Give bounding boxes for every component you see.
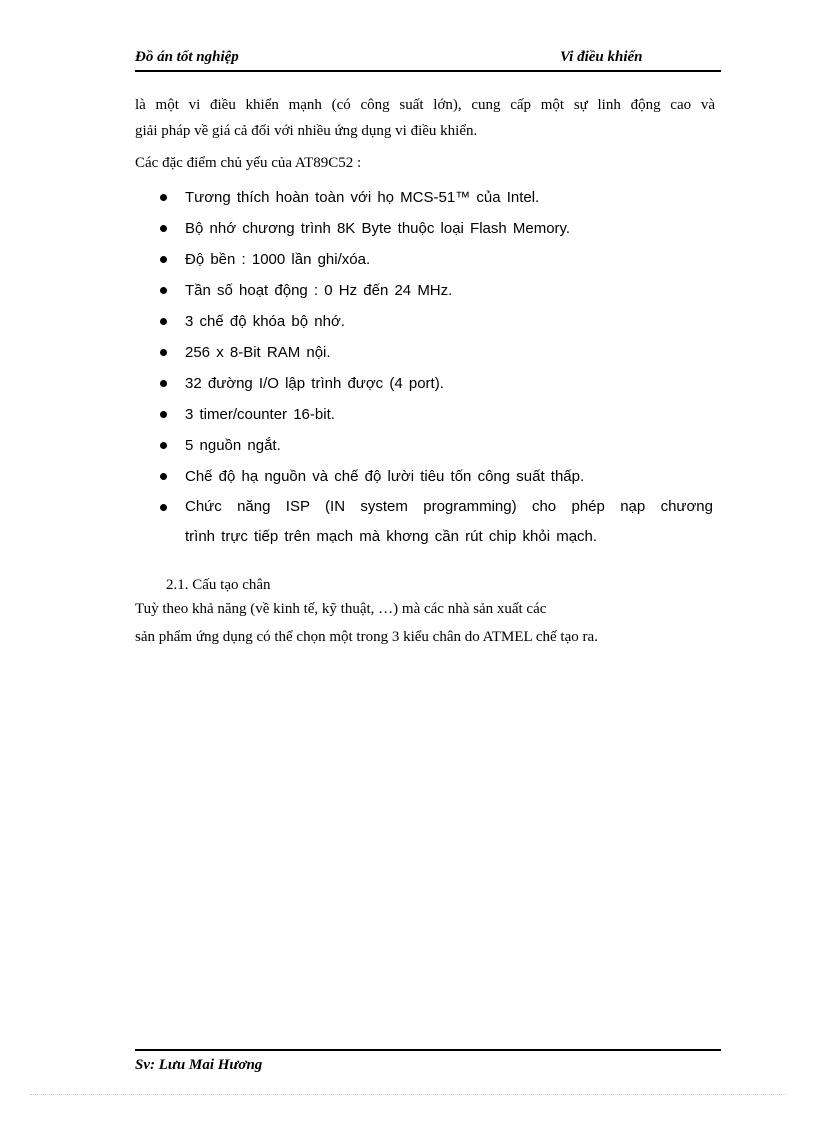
- list-item: [135, 306, 713, 337]
- list-item-text: 32 đường I/O lập trình được (4 port).: [185, 375, 444, 392]
- list-item-text: 3 timer/counter 16-bit.: [185, 406, 335, 423]
- list-item: [135, 213, 713, 244]
- intro-line-1: là một vi điều khiển mạnh (có công suất lớn), cung cấp một sự linh động cao và: [135, 97, 715, 113]
- list-item-text: Bộ nhớ chương trình 8K Byte thuộc loại Flash Memory.: [185, 220, 571, 237]
- footer-author: Sv: Lưu Mai Hương: [135, 1057, 263, 1073]
- bullet-icon: [160, 380, 167, 387]
- isp-line-2: trình trực tiếp trên mạch mà khơng cần rút chip khỏi mạch.: [185, 528, 598, 545]
- bullet-icon: [160, 504, 167, 511]
- list-item: [135, 461, 713, 492]
- section-line-1: Tuỳ theo khả năng (về kinh tế, kỹ thuật, …) mà các nhà sản xuất các: [135, 601, 547, 617]
- page-header: [135, 46, 721, 72]
- header-title: Đồ án tốt nghiệp: [135, 49, 239, 65]
- list-item-text: 5 nguồn ngắt.: [185, 437, 281, 454]
- list-item: [135, 399, 713, 430]
- bullet-icon: [160, 194, 167, 201]
- section-title: 2.1. Cấu tạo chân: [166, 577, 271, 593]
- bullet-icon: [160, 349, 167, 356]
- list-item-text: Độ bền : 1000 lần ghi/xóa.: [185, 251, 371, 268]
- list-item: [135, 430, 713, 461]
- bullet-icon: [160, 225, 167, 232]
- list-item: [135, 337, 713, 368]
- list-item-text: Chế độ hạ nguồn và chế độ lười tiêu tốn công suất thấp.: [185, 468, 585, 485]
- bullet-icon: [160, 411, 167, 418]
- section-paragraph: [135, 595, 715, 651]
- intro-paragraph: [135, 92, 715, 144]
- page-edge-divider: [30, 1094, 786, 1095]
- list-item: [135, 368, 713, 399]
- bullet-icon: [160, 473, 167, 480]
- features-heading: Các đặc điểm chủ yếu của AT89C52 :: [135, 155, 362, 171]
- list-item-text: Tương thích hoàn toàn với họ MCS-51™ của Intel.: [185, 189, 540, 206]
- bullet-icon: [160, 318, 167, 325]
- list-item: [135, 182, 713, 213]
- intro-line-2: giải pháp về giá cả đối với nhiều ứng dụng vi điều khiển.: [135, 123, 478, 139]
- list-item: [135, 492, 713, 552]
- bullet-icon: [160, 256, 167, 263]
- list-item-text: 256 x 8-Bit RAM nội.: [185, 344, 331, 361]
- features-list: [135, 182, 713, 552]
- list-item-text: Tần số hoạt động : 0 Hz đến 24 MHz.: [185, 282, 453, 299]
- list-item: [135, 275, 713, 306]
- bullet-icon: [160, 442, 167, 449]
- header-subject: Vi điều khiển: [560, 49, 643, 65]
- list-item-text: 3 chế độ khóa bộ nhớ.: [185, 313, 345, 330]
- isp-line-1: Chức năng ISP (IN system programming) cho phép nạp chương: [185, 498, 713, 515]
- bullet-icon: [160, 287, 167, 294]
- page-footer: [135, 1049, 721, 1073]
- list-item-text: [185, 492, 713, 552]
- section-line-2: sản phẩm ứng dụng có thể chọn một trong 3 kiểu chân do ATMEL chế tạo ra.: [135, 629, 598, 645]
- list-item: [135, 244, 713, 275]
